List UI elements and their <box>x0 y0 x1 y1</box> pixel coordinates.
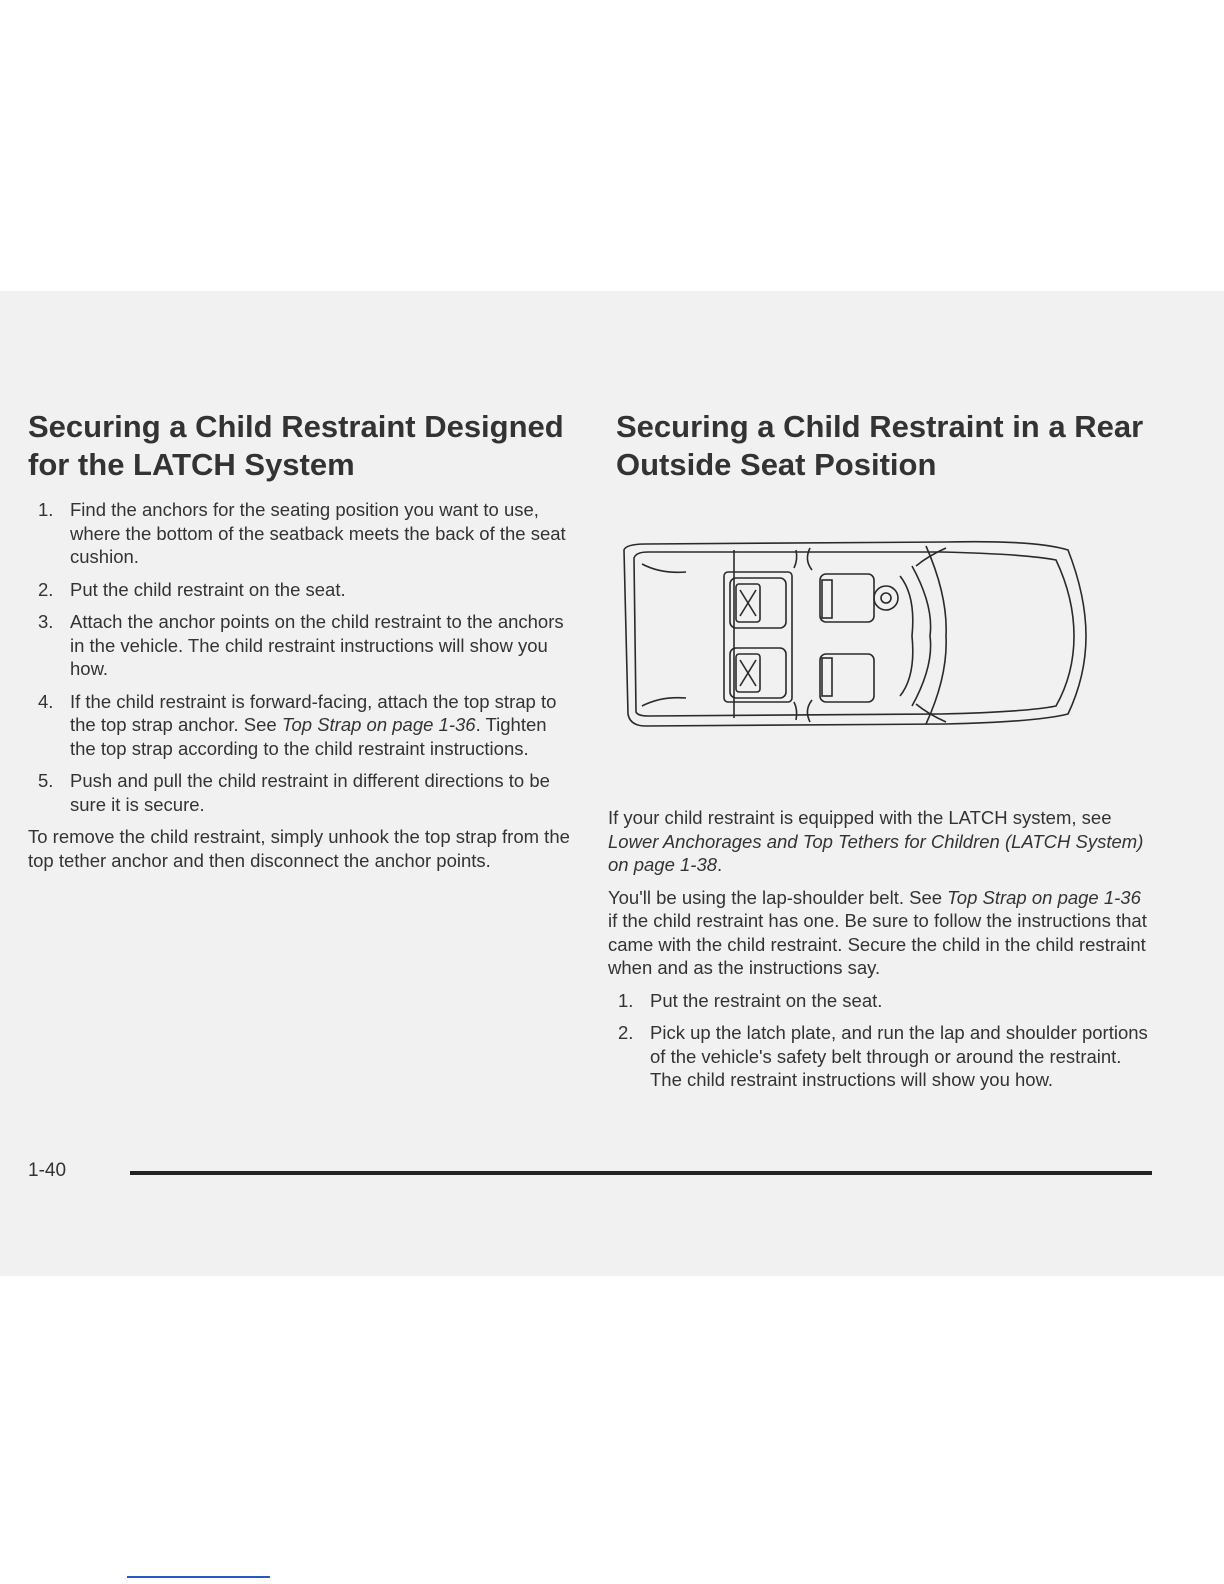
remove-restraint-paragraph: To remove the child restraint, simply unhook the top strap from the top tether anchor and then disconnect the anchor points. <box>28 826 570 871</box>
left-column <box>28 408 576 881</box>
right-title-line-2: Outside Seat Position <box>616 447 937 482</box>
step-text: Put the restraint on the seat. <box>650 989 883 1011</box>
step-number: 5. <box>38 770 54 791</box>
left-title-line-1: Securing a Child Restraint Designed <box>28 409 564 444</box>
cross-reference-link[interactable]: Top Strap on page 1-36 <box>281 714 476 735</box>
list-item <box>28 498 576 569</box>
paragraph-text: If your child restraint is equipped with the LATCH system, see <box>608 807 1112 828</box>
step-number: 2. <box>618 1022 634 1043</box>
step-text: If the child restraint is forward-facing, attach the top strap to the top strap anchor. See <box>70 690 557 735</box>
page-link-underline <box>127 1576 270 1578</box>
rear-seat-steps-list <box>608 989 1148 1092</box>
step-text: Push and pull the child restraint in different directions to be sure it is secure. <box>70 770 550 815</box>
list-item <box>28 690 576 761</box>
step-text: Attach the anchor points on the child restraint to the anchors in the vehicle. The child restraint instructions will show you how. <box>70 611 564 679</box>
step-number: 4. <box>38 690 54 712</box>
lap-shoulder-belt-paragraph <box>608 886 1148 980</box>
step-text: . Tighten the top strap according to the child restraint instructions. <box>70 714 547 759</box>
paragraph-text: if the child restraint has one. Be sure to follow the instructions that came with the child restraint. Secure the child in the child restraint when and as the instructions say. <box>608 910 1147 978</box>
vehicle-top-view-child-seats-icon <box>616 536 1100 754</box>
step-number: 3. <box>38 611 54 632</box>
step-text: Find the anchors for the seating position you want to use, where the bottom of the seatback meets the back of the seat cushion. <box>70 499 566 567</box>
list-item <box>608 1021 1148 1092</box>
list-item <box>28 610 576 681</box>
step-text: Pick up the latch plate, and run the lap and shoulder portions of the vehicle's safety belt through or around the restraint. The child restraint instructions will show you how. <box>650 1022 1148 1090</box>
paragraph-text: You'll be using the lap-shoulder belt. See <box>608 886 948 908</box>
step-number: 1. <box>38 499 54 520</box>
right-column <box>616 408 1176 484</box>
latch-reference-paragraph <box>608 806 1148 877</box>
latch-steps-list <box>28 498 576 816</box>
cross-reference-link[interactable]: Top Strap on page 1-36 <box>947 886 1141 908</box>
list-item <box>608 989 1148 1013</box>
cross-reference-link[interactable]: Lower Anchorages and Top Tethers for Children (LATCH System) on page 1-38 <box>608 830 1144 875</box>
step-number: 1. <box>618 989 634 1011</box>
paragraph-text: . <box>717 854 723 875</box>
left-title-line-2: for the LATCH System <box>28 447 355 482</box>
list-item <box>28 578 576 602</box>
footer-divider <box>130 1171 1152 1175</box>
right-title-line-1: Securing a Child Restraint in a Rear <box>616 409 1144 444</box>
left-section-title <box>28 408 576 484</box>
step-number: 2. <box>38 578 54 600</box>
list-item <box>28 769 576 816</box>
right-section-title <box>616 408 1176 484</box>
right-column-body <box>608 806 1148 1101</box>
page-number: 1-40 <box>28 1160 67 1181</box>
step-text: Put the child restraint on the seat. <box>70 578 346 600</box>
